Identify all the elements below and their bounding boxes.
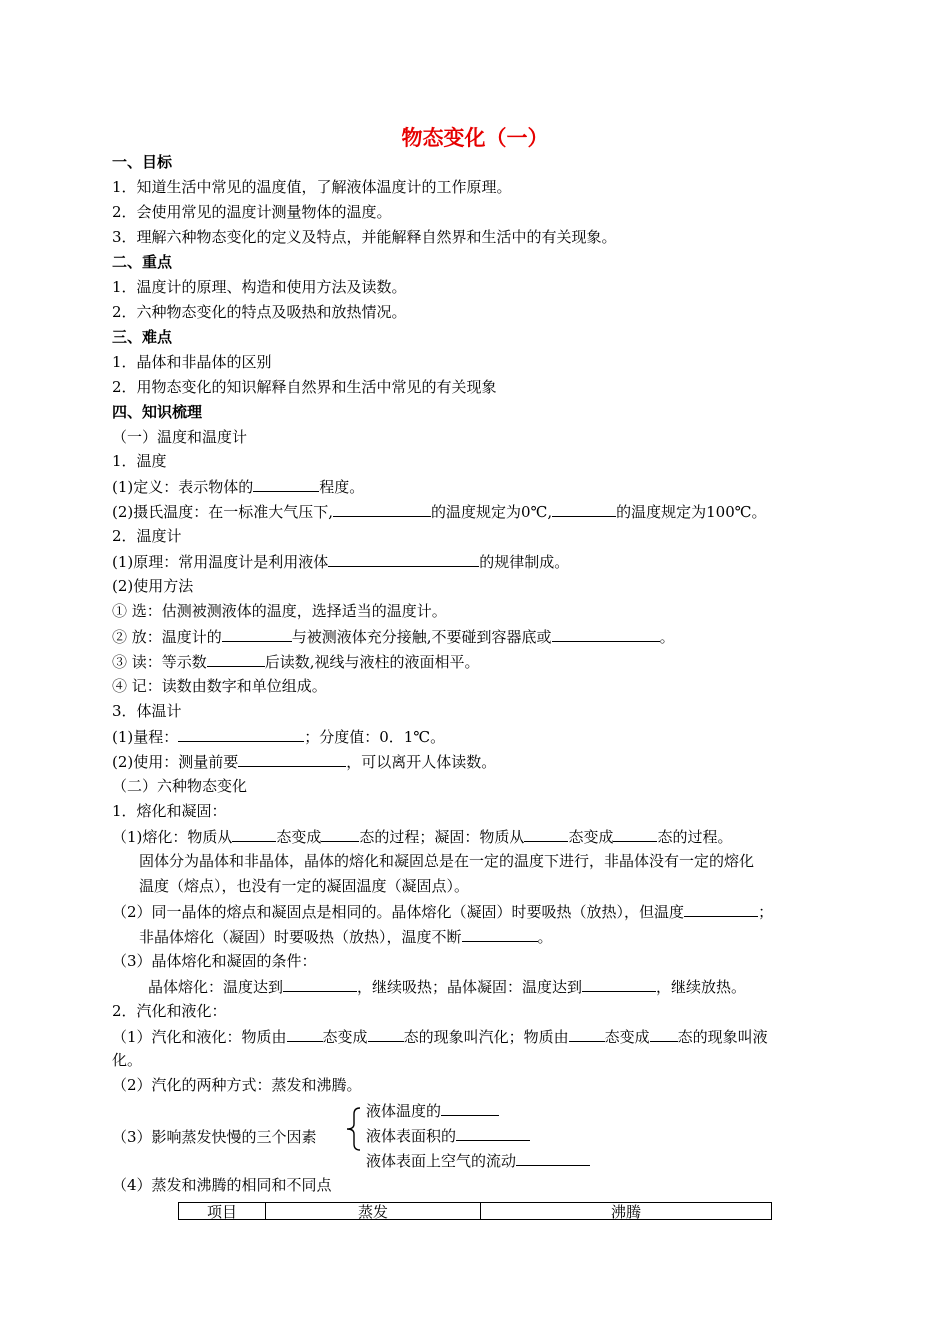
question-text: (1)原理：常用温度计是利用液体 — [112, 553, 329, 571]
question-text: 晶体熔化：温度达到 — [148, 978, 284, 996]
goal-item: 1．知道生活中常见的温度值，了解液体温度计的工作原理。 — [112, 178, 512, 196]
question-text: 后读数,视线与液柱的液面相平。 — [264, 653, 480, 671]
answer-blank[interactable] — [207, 651, 265, 667]
subsection-heading: （一）温度和温度计 — [112, 428, 248, 446]
answer-blank[interactable] — [238, 751, 346, 767]
question-text: 的规律制成。 — [479, 553, 570, 571]
answer-blank[interactable] — [650, 1026, 678, 1042]
subsection-heading: （二）六种物态变化 — [112, 777, 248, 795]
question-line — [112, 501, 767, 521]
answer-blank[interactable] — [222, 626, 292, 642]
table-header-cell: 沸腾 — [481, 1203, 772, 1220]
question-text: 态变成 — [568, 828, 614, 846]
factor-item — [366, 1125, 530, 1145]
answer-blank[interactable] — [684, 901, 758, 917]
question-text: 非晶体熔化（凝固）时要吸热（放热），温度不断 — [139, 928, 462, 946]
answer-blank[interactable] — [178, 726, 304, 742]
goal-item: 3．理解六种物态变化的定义及特点，并能解释自然界和生活中的有关现象。 — [112, 228, 617, 246]
question-text: 液体温度的 — [366, 1102, 442, 1120]
question-text: 液体表面上空气的流动 — [366, 1152, 517, 1170]
question-text: ③ 读：等示数 — [112, 653, 207, 671]
question-text: 的温度规定为100℃。 — [616, 503, 767, 521]
answer-blank[interactable] — [462, 926, 538, 942]
question-text: 态的过程；凝固：物质从 — [359, 828, 525, 846]
question-text: (2)摄氏温度：在一标准大气压下, — [112, 503, 334, 521]
question-text: 与被测液体充分接触,不要碰到容器底或 — [291, 628, 552, 646]
question-line — [139, 926, 553, 946]
page-title: 物态变化（一） — [401, 126, 549, 150]
answer-blank[interactable] — [569, 1026, 605, 1042]
difficulty-item: 2．用物态变化的知识解释自然界和生活中常见的有关现象 — [112, 378, 497, 396]
question-line — [112, 551, 569, 571]
key-point-item: 1．温度计的原理、构造和使用方法及读数。 — [112, 278, 407, 296]
paragraph-text: 化。 — [112, 1051, 143, 1069]
answer-blank[interactable] — [328, 551, 479, 567]
factor-item — [366, 1100, 499, 1120]
section-heading-goals: 一、目标 — [112, 153, 173, 171]
section-heading-knowledge: 四、知识梳理 — [112, 403, 203, 421]
question-text: 。 — [659, 628, 675, 646]
topic-heading: 1．熔化和凝固： — [112, 802, 227, 820]
question-text: ； — [758, 903, 774, 921]
answer-blank[interactable] — [333, 501, 431, 517]
curly-brace-icon — [340, 1107, 366, 1151]
answer-blank[interactable] — [283, 976, 357, 992]
question-text: 态变成 — [322, 1028, 368, 1046]
comparison-table — [178, 1202, 772, 1220]
question-line — [112, 476, 364, 496]
section-heading-difficulties: 三、难点 — [112, 328, 173, 346]
question-text: ，可以离开人体读数。 — [346, 753, 497, 771]
question-text: (1)量程： — [112, 728, 179, 746]
question-line — [112, 1026, 768, 1046]
difficulty-item: 1．晶体和非晶体的区别 — [112, 353, 272, 371]
answer-blank[interactable] — [441, 1100, 499, 1116]
answer-blank[interactable] — [232, 826, 276, 842]
topic-subheading: （3）晶体熔化和凝固的条件： — [112, 952, 317, 970]
key-point-item: 2．六种物态变化的特点及吸热和放热情况。 — [112, 303, 407, 321]
question-text: 的温度规定为0℃, — [431, 503, 553, 521]
question-text: 程度。 — [319, 478, 365, 496]
answer-blank[interactable] — [516, 1150, 590, 1166]
topic-heading: 3．体温计 — [112, 702, 182, 720]
question-text: 态的过程。 — [657, 828, 733, 846]
question-text: ；分度值：0．1℃。 — [304, 728, 446, 746]
topic-heading: 2．汽化和液化： — [112, 1002, 227, 1020]
answer-blank[interactable] — [613, 826, 657, 842]
answer-blank[interactable] — [321, 826, 359, 842]
factors-label: （3）影响蒸发快慢的三个因素 — [112, 1128, 317, 1146]
question-line — [112, 826, 732, 846]
paragraph-text: 温度（熔点），也没有一定的凝固温度（凝固点）。 — [139, 877, 470, 895]
answer-blank[interactable] — [253, 476, 319, 492]
question-text: 。 — [537, 928, 553, 946]
question-text: 液体表面积的 — [366, 1127, 457, 1145]
table-row — [179, 1203, 772, 1220]
question-text: （2）同一晶体的熔点和凝固点是相同的。晶体熔化（凝固）时要吸热（放热），但温度 — [112, 903, 685, 921]
question-line — [112, 651, 480, 671]
question-line — [112, 726, 445, 746]
paragraph-text: （4）蒸发和沸腾的相同和不同点 — [112, 1176, 332, 1194]
usage-step: ① 选：估测被测液体的温度，选择适当的温度计。 — [112, 602, 447, 620]
question-text: （1）汽化和液化：物质由 — [112, 1028, 287, 1046]
answer-blank[interactable] — [524, 826, 568, 842]
question-line — [112, 901, 773, 921]
table-header-cell: 项目 — [179, 1203, 266, 1220]
question-text: 态的现象叫汽化；物质由 — [403, 1028, 569, 1046]
paragraph-text: （2）汽化的两种方式：蒸发和沸腾。 — [112, 1076, 362, 1094]
section-heading-key-points: 二、重点 — [112, 253, 173, 271]
answer-blank[interactable] — [582, 976, 656, 992]
question-text: ，继续放热。 — [656, 978, 747, 996]
question-text: ② 放：温度计的 — [112, 628, 222, 646]
answer-blank[interactable] — [552, 501, 616, 517]
question-text: 态变成 — [276, 828, 322, 846]
answer-blank[interactable] — [287, 1026, 323, 1042]
topic-subheading: (2)使用方法 — [112, 577, 194, 595]
factor-item — [366, 1150, 590, 1170]
question-text: 态变成 — [604, 1028, 650, 1046]
topic-heading: 2．温度计 — [112, 527, 182, 545]
question-text: 态的现象叫液 — [677, 1028, 768, 1046]
question-line — [112, 626, 675, 646]
question-text: （1)熔化：物质从 — [112, 828, 233, 846]
question-line — [148, 976, 746, 996]
table-header-cell: 蒸发 — [266, 1203, 481, 1220]
question-text: ，继续吸热；晶体凝固：温度达到 — [357, 978, 583, 996]
topic-heading: 1．温度 — [112, 452, 167, 470]
goal-item: 2．会使用常见的温度计测量物体的温度。 — [112, 203, 392, 221]
paragraph-text: 固体分为晶体和非晶体，晶体的熔化和凝固总是在一定的温度下进行，非晶体没有一定的熔化 — [139, 852, 755, 870]
usage-step: ④ 记：读数由数字和单位组成。 — [112, 677, 327, 695]
answer-blank[interactable] — [552, 626, 660, 642]
answer-blank[interactable] — [368, 1026, 404, 1042]
question-line — [112, 751, 496, 771]
question-text: (2)使用：测量前要 — [112, 753, 239, 771]
question-text: (1)定义：表示物体的 — [112, 478, 254, 496]
answer-blank[interactable] — [456, 1125, 530, 1141]
